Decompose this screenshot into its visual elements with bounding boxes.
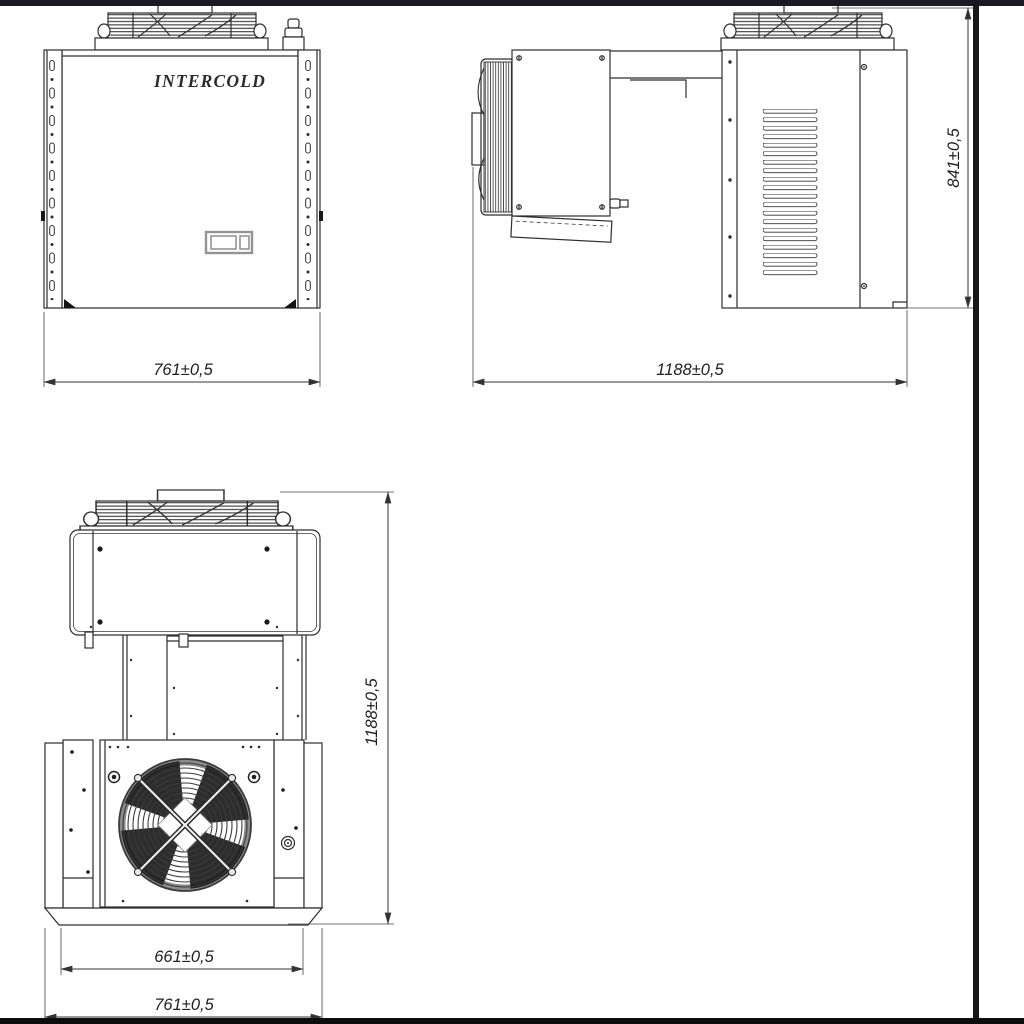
panel-clip bbox=[179, 634, 188, 647]
dim-plan-width bbox=[45, 928, 322, 1021]
controller-display bbox=[206, 232, 252, 253]
evaporator-section bbox=[472, 50, 628, 242]
condenser-fan-top-icon bbox=[95, 2, 268, 50]
dim-text-side-length: 1188±0,5 bbox=[656, 361, 724, 379]
mounting-rail-right bbox=[298, 50, 323, 308]
evaporator-housing bbox=[512, 50, 610, 216]
dim-text-plan-length: 1188±0,5 bbox=[363, 678, 381, 746]
mounting-rail-left bbox=[41, 50, 62, 308]
right-side-strip bbox=[274, 740, 304, 908]
left-side-strip bbox=[63, 740, 93, 908]
panel-bolt-right bbox=[249, 772, 260, 783]
plan-top-section bbox=[70, 530, 320, 635]
left-tab bbox=[85, 632, 93, 648]
plan-middle-section bbox=[85, 632, 306, 740]
condensing-unit-side bbox=[722, 50, 907, 308]
dim-text-side-height: 841±0,5 bbox=[945, 128, 963, 188]
top-frame-bar bbox=[0, 0, 1024, 6]
wall-hook bbox=[630, 80, 686, 98]
right-outer-wall bbox=[304, 743, 322, 908]
dim-text-plan-width: 761±0,5 bbox=[154, 996, 214, 1014]
left-outer-wall bbox=[45, 743, 63, 908]
plan-view bbox=[45, 490, 322, 925]
side-gland-cap bbox=[620, 200, 628, 207]
drip-tray bbox=[511, 216, 612, 242]
cable-gland bbox=[283, 19, 304, 50]
brand-logo: INTERCOLD bbox=[154, 71, 266, 91]
plan-fan-section bbox=[45, 740, 322, 908]
side-gland bbox=[610, 199, 620, 208]
bottom-frame-bar bbox=[0, 1018, 1024, 1024]
side-view bbox=[472, 2, 907, 308]
front-view bbox=[41, 2, 323, 308]
right-frame-line bbox=[973, 0, 979, 1024]
dim-plan-fan-width bbox=[61, 928, 303, 975]
dim-front-width bbox=[44, 312, 320, 387]
dim-text-plan-fan-width: 661±0,5 bbox=[154, 948, 214, 966]
panel-bolt-left bbox=[109, 772, 120, 783]
dim-text-front-width: 761±0,5 bbox=[153, 361, 213, 379]
evaporator-bracket bbox=[472, 113, 484, 165]
bottom-tray bbox=[45, 908, 322, 925]
louver-vents bbox=[763, 109, 818, 279]
evaporator-coil-fins bbox=[484, 62, 512, 212]
condenser-fan-top-icon bbox=[721, 2, 894, 50]
